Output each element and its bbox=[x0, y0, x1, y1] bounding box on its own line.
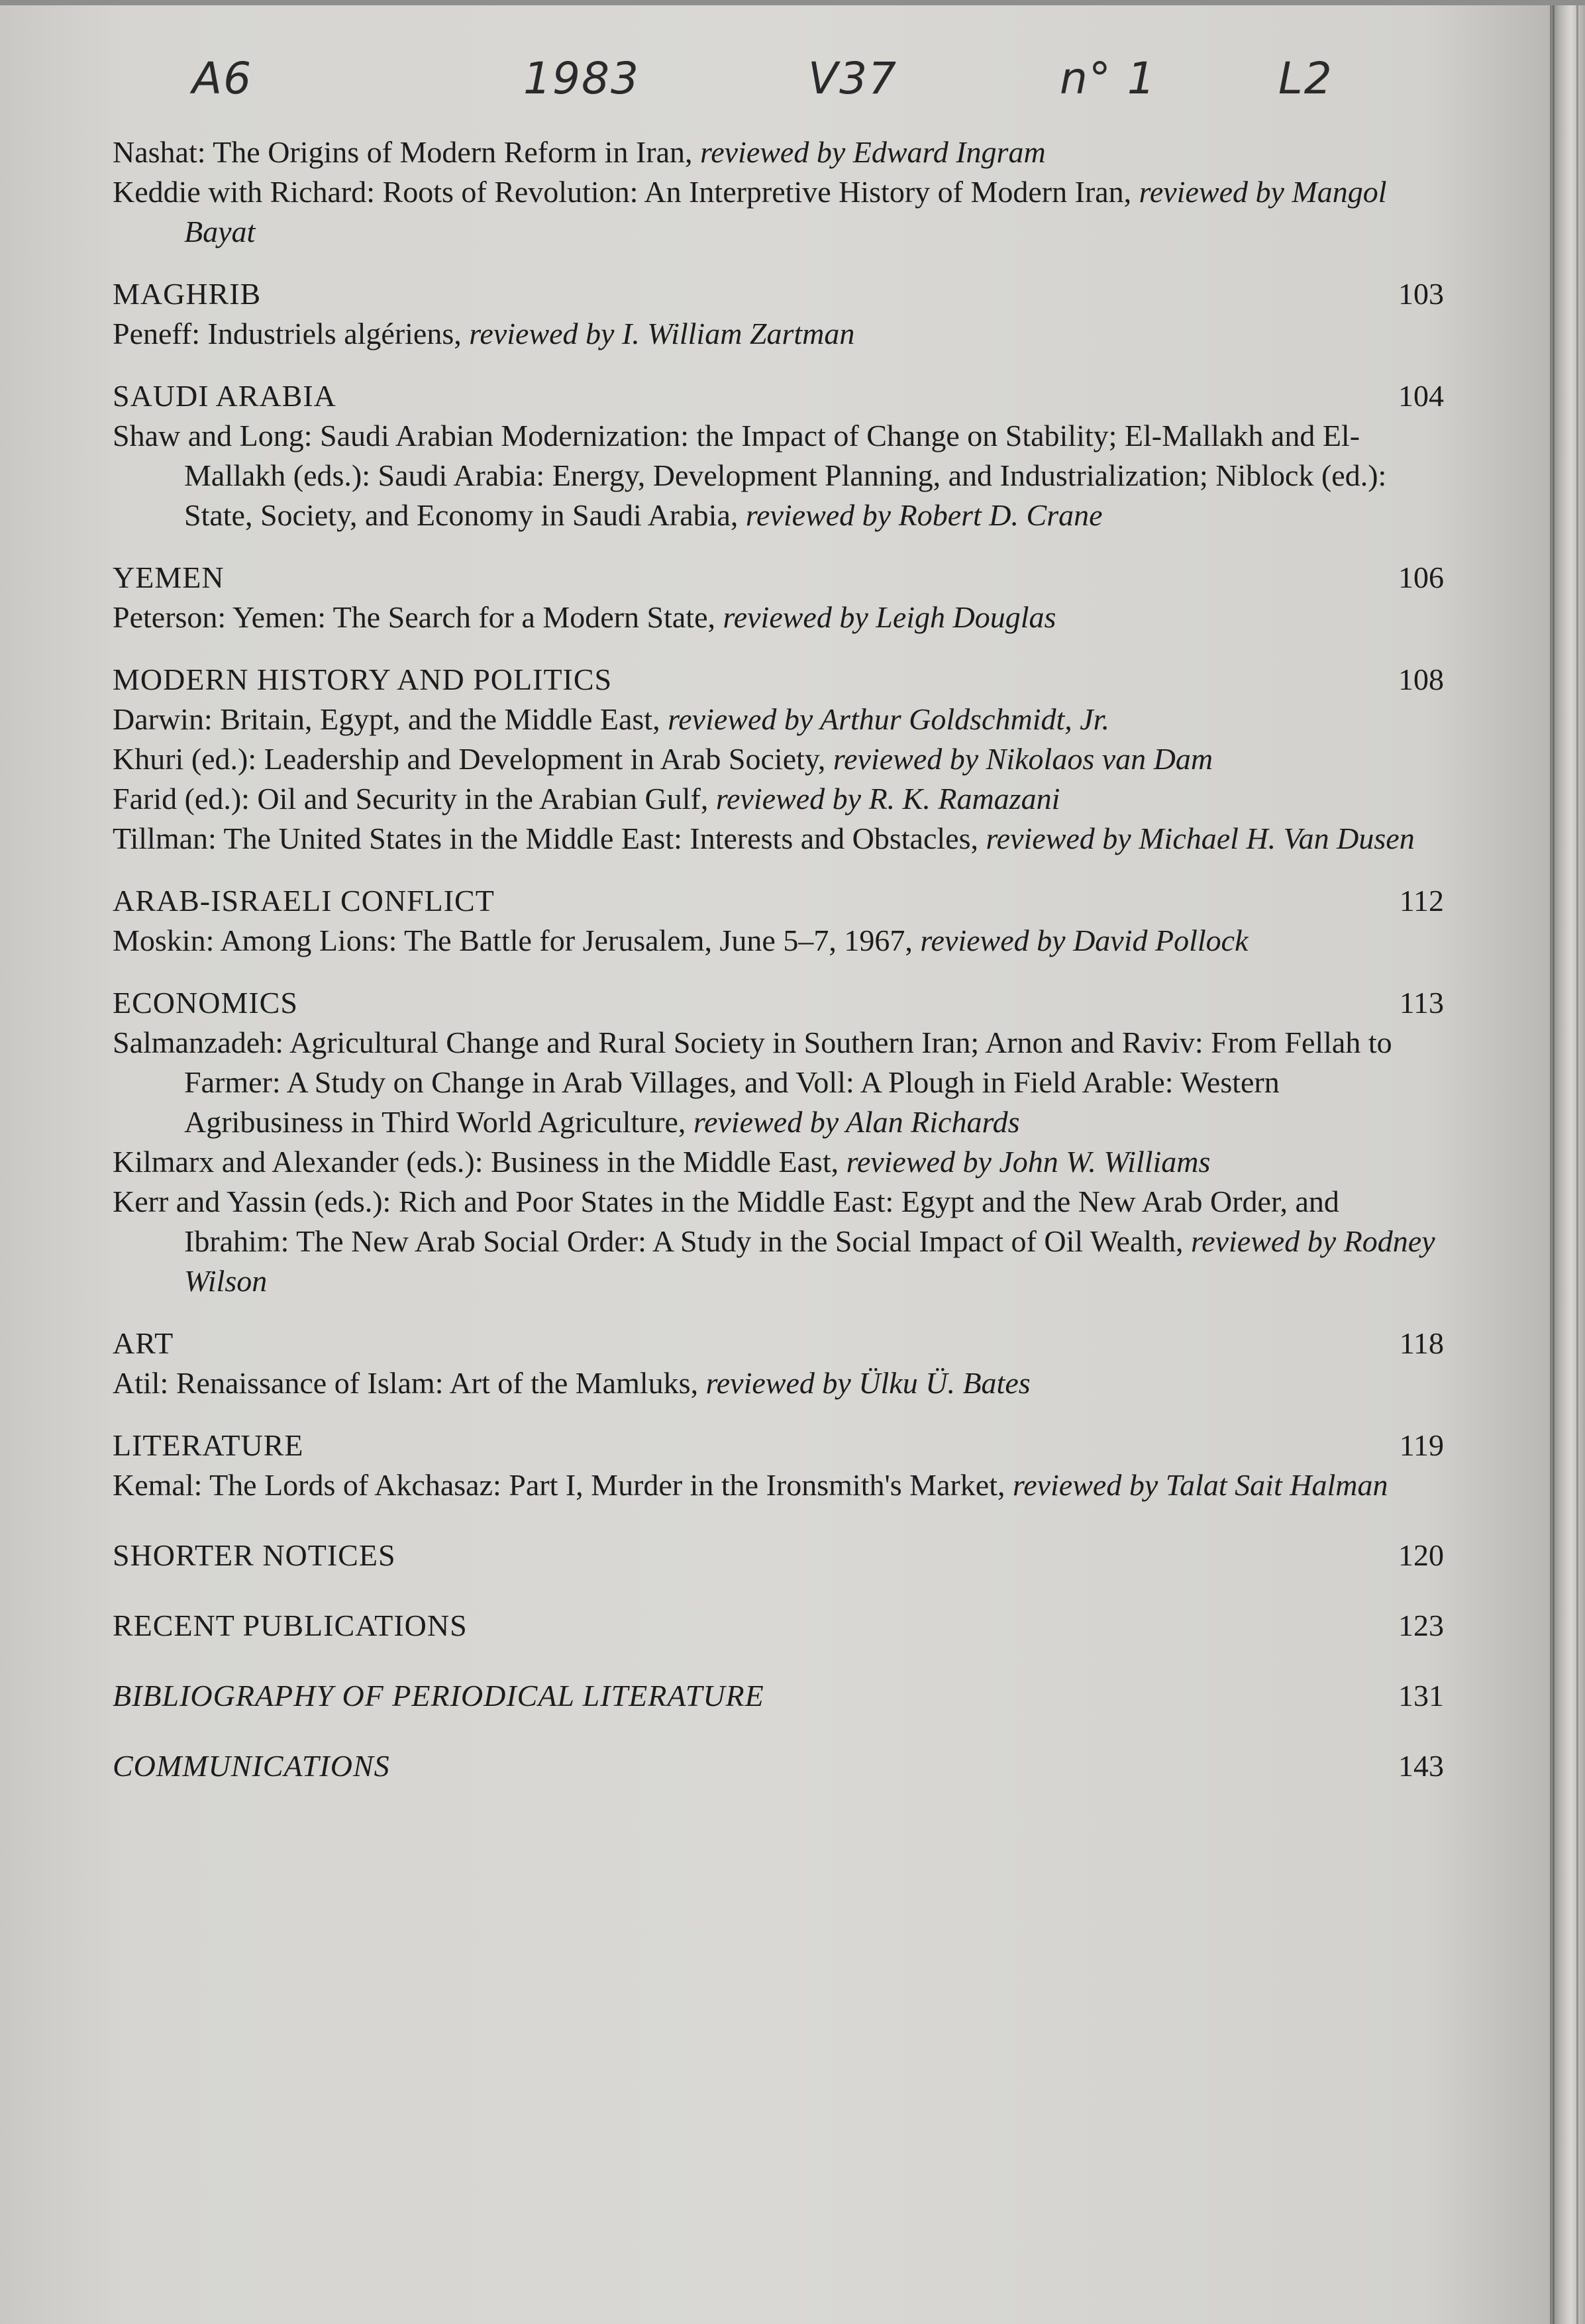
edge-line bbox=[1576, 0, 1578, 2324]
section-bibliography: BIBLIOGRAPHY OF PERIODICAL LITERATURE 131 bbox=[113, 1676, 1444, 1716]
handwritten-annotation: A6 bbox=[192, 53, 253, 104]
reviewer: reviewed by Robert D. Crane bbox=[745, 498, 1103, 532]
page-number: 113 bbox=[1399, 986, 1444, 1020]
page-number: 119 bbox=[1399, 1428, 1444, 1462]
section-heading: MODERN HISTORY AND POLITICS 108 bbox=[113, 660, 1444, 700]
edge-line bbox=[1553, 0, 1555, 2324]
toc-entry: Nashat: The Origins of Modern Reform in Iran, reviewed by Edward Ingram bbox=[113, 135, 1046, 169]
section-recent-publications: RECENT PUBLICATIONS 123 bbox=[113, 1606, 1444, 1646]
table-of-contents bbox=[113, 132, 1444, 1786]
reviewer: reviewed by Arthur Goldschmidt, Jr. bbox=[668, 702, 1109, 736]
section-heading: MAGHRIB 103 bbox=[113, 274, 1444, 314]
toc-entry: Darwin: Britain, Egypt, and the Middle East, reviewed by Arthur Goldschmidt, Jr. bbox=[113, 702, 1109, 736]
top-shadow bbox=[0, 0, 1585, 5]
page-number: 104 bbox=[1398, 379, 1444, 413]
reviewer: reviewed by Alan Richards bbox=[693, 1105, 1020, 1139]
reviewer: reviewed by David Pollock bbox=[920, 924, 1249, 957]
section-modern-history bbox=[113, 660, 1444, 859]
toc-entry: Shaw and Long: Saudi Arabian Modernization: the Impact of Change on Stability; El-Mallakh and El-Mallakh (eds.): Saudi Arabia: Energy, Development Planning, and Industrialization; Niblock (ed.): State, Society, and Economy in Saudi Arabia, reviewed by Robert D. Crane bbox=[113, 419, 1387, 532]
page-number: 143 bbox=[1398, 1749, 1444, 1783]
reviewer: reviewed by Nikolaos van Dam bbox=[833, 742, 1213, 776]
toc-entry: Atil: Renaissance of Islam: Art of the Mamluks, reviewed by Ülku Ü. Bates bbox=[113, 1366, 1031, 1400]
section-saudi-arabia bbox=[113, 376, 1444, 535]
toc-entry: Farid (ed.): Oil and Security in the Arabian Gulf, reviewed by R. K. Ramazani bbox=[113, 782, 1060, 816]
page-number: 106 bbox=[1398, 560, 1444, 594]
toc-entry: Salmanzadeh: Agricultural Change and Rural Society in Southern Iran; Arnon and Raviv: From Fellah to Farmer: A Study on Change in Arab Villages, and Voll: A Plough in Field Arable: Western Agribusiness in Third World Agriculture, reviewed by Alan Richards bbox=[113, 1026, 1392, 1139]
section-heading: ECONOMICS 113 bbox=[113, 983, 1444, 1023]
section-economics bbox=[113, 983, 1444, 1301]
section-arab-israeli-conflict bbox=[113, 881, 1444, 961]
section-heading: LITERATURE 119 bbox=[113, 1426, 1444, 1465]
reviewer: reviewed by Talat Sait Halman bbox=[1013, 1468, 1388, 1502]
handwritten-annotation: 1983 bbox=[523, 53, 640, 104]
toc-entry: Kilmarx and Alexander (eds.): Business in the Middle East, reviewed by John W. Williams bbox=[113, 1145, 1211, 1179]
reviewer: reviewed by Michael H. Van Dusen bbox=[986, 821, 1415, 855]
reviewer: reviewed by Ülku Ü. Bates bbox=[705, 1366, 1031, 1400]
toc-entry: Kerr and Yassin (eds.): Rich and Poor States in the Middle East: Egypt and the New Arab Order, and Ibrahim: The New Arab Social Order: A Study in the Social Impact of Oil Wealth, reviewed by Rodney Wilson bbox=[113, 1185, 1435, 1298]
reviewer: reviewed by John W. Williams bbox=[846, 1145, 1211, 1179]
page-number: 118 bbox=[1399, 1326, 1444, 1360]
toc-entry: Tillman: The United States in the Middle East: Interests and Obstacles, reviewed by Michael H. Van Dusen bbox=[113, 821, 1415, 855]
toc-entry: Kemal: The Lords of Akchasaz: Part I, Murder in the Ironsmith's Market, reviewed by Talat Sait Halman bbox=[113, 1468, 1388, 1502]
section-yemen bbox=[113, 558, 1444, 637]
section-heading: ART 118 bbox=[113, 1324, 1444, 1363]
page-number: 120 bbox=[1398, 1538, 1444, 1572]
toc-entry: Peneff: Industriels algériens, reviewed by I. William Zartman bbox=[113, 317, 855, 350]
section-maghrib bbox=[113, 274, 1444, 354]
page-number: 112 bbox=[1399, 884, 1444, 918]
section-art bbox=[113, 1324, 1444, 1403]
section-heading: YEMEN 106 bbox=[113, 558, 1444, 598]
page-number: 103 bbox=[1398, 277, 1444, 311]
toc-entry: Moskin: Among Lions: The Battle for Jerusalem, June 5–7, 1967, reviewed by David Pollock bbox=[113, 924, 1249, 957]
page-edge bbox=[1550, 0, 1585, 2324]
reviewer: reviewed by Leigh Douglas bbox=[723, 600, 1056, 634]
reviewer: reviewed by Rodney Wilson bbox=[184, 1224, 1435, 1298]
reviewer: reviewed by I. William Zartman bbox=[469, 317, 855, 350]
section-literature bbox=[113, 1426, 1444, 1505]
section-heading: SAUDI ARABIA 104 bbox=[113, 376, 1444, 416]
reviewer: reviewed by Edward Ingram bbox=[700, 135, 1046, 169]
section-communications: COMMUNICATIONS 143 bbox=[113, 1746, 1444, 1786]
reviewer: reviewed by R. K. Ramazani bbox=[715, 782, 1060, 816]
reviewer: reviewed by Mangol Bayat bbox=[184, 175, 1387, 248]
handwritten-annotation: V37 bbox=[808, 53, 898, 104]
section-shorter-notices: SHORTER NOTICES 120 bbox=[113, 1536, 1444, 1575]
toc-entry: Keddie with Richard: Roots of Revolution: An Interpretive History of Modern Iran, reviewed by Mangol Bayat bbox=[113, 175, 1387, 248]
handwritten-annotation: L2 bbox=[1278, 53, 1333, 104]
handwritten-annotation: n° 1 bbox=[1060, 53, 1156, 104]
toc-entry: Peterson: Yemen: The Search for a Modern State, reviewed by Leigh Douglas bbox=[113, 600, 1056, 634]
section-heading: ARAB-ISRAELI CONFLICT 112 bbox=[113, 881, 1444, 921]
page-number: 131 bbox=[1398, 1679, 1444, 1713]
page-number: 123 bbox=[1398, 1609, 1444, 1642]
page-number: 108 bbox=[1398, 662, 1444, 696]
toc-entry: Khuri (ed.): Leadership and Development in Arab Society, reviewed by Nikolaos van Dam bbox=[113, 742, 1213, 776]
intro-entries bbox=[113, 132, 1444, 252]
